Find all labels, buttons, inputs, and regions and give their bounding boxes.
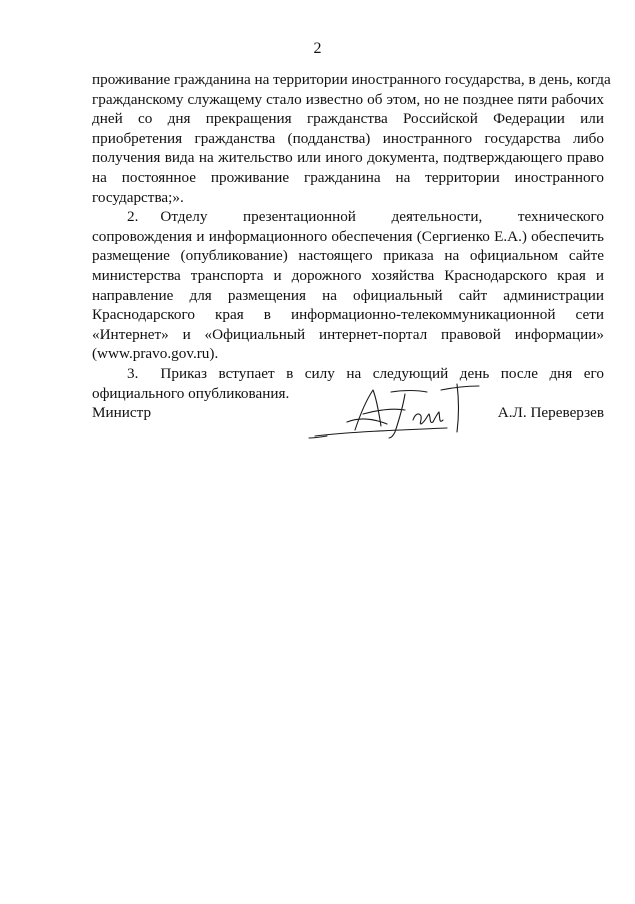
text-line: сопровождения и информационного обеспечения (Сергиенко Е.А.) обеспечить <box>92 227 604 245</box>
text-line: получения вида на жительство или иного документа, подтверждающего право <box>92 149 604 167</box>
text-line: приобретения гражданства (подданства) иностранного государства либо <box>92 129 604 147</box>
text-line: государства;». <box>92 188 184 206</box>
paragraph-1 <box>92 70 611 207</box>
text-line: дней со дня прекращения гражданства Российской Федерации или <box>92 110 604 128</box>
text-line: Краснодарского края в информационно-телекоммуникационной сети <box>92 306 604 324</box>
signatory-title: Министр <box>92 404 152 421</box>
text-line: проживание гражданина на территории иностранного государства, в день, когда <box>92 71 611 88</box>
paragraph-2-number: 2. <box>127 208 139 226</box>
paragraph-2-first-line <box>92 207 604 227</box>
text-line: Отделу презентационной деятельности, технического <box>160 208 604 226</box>
text-line: министерства транспорта и дорожного хозяйства Краснодарского края и <box>92 266 604 284</box>
paragraph-3-number: 3. <box>127 364 139 382</box>
signatory-name: А.Л. Переверзев <box>497 404 604 421</box>
handwritten-signature <box>307 380 492 440</box>
text-line: размещение (опубликование) настоящего приказа на официальном сайте <box>92 247 604 265</box>
text-line: официального опубликования. <box>92 384 290 402</box>
document-body <box>92 70 611 403</box>
page-number: 2 <box>313 40 322 57</box>
text-line: направление для размещения на официальный сайт администрации <box>92 286 604 304</box>
text-line: Приказ вступает в силу на следующий день после дня его <box>160 364 604 382</box>
signature-block <box>92 380 604 440</box>
text-line: «Интернет» и «Официальный интернет-портал правовой информации» <box>92 325 604 343</box>
paragraph-2 <box>92 207 604 364</box>
text-line: на постоянное проживание гражданина на территории иностранного <box>92 168 604 186</box>
text-line: гражданскому служащему стало известно об этом, но не позднее пяти рабочих <box>92 90 604 108</box>
text-line: (www.pravo.gov.ru). <box>92 345 219 363</box>
